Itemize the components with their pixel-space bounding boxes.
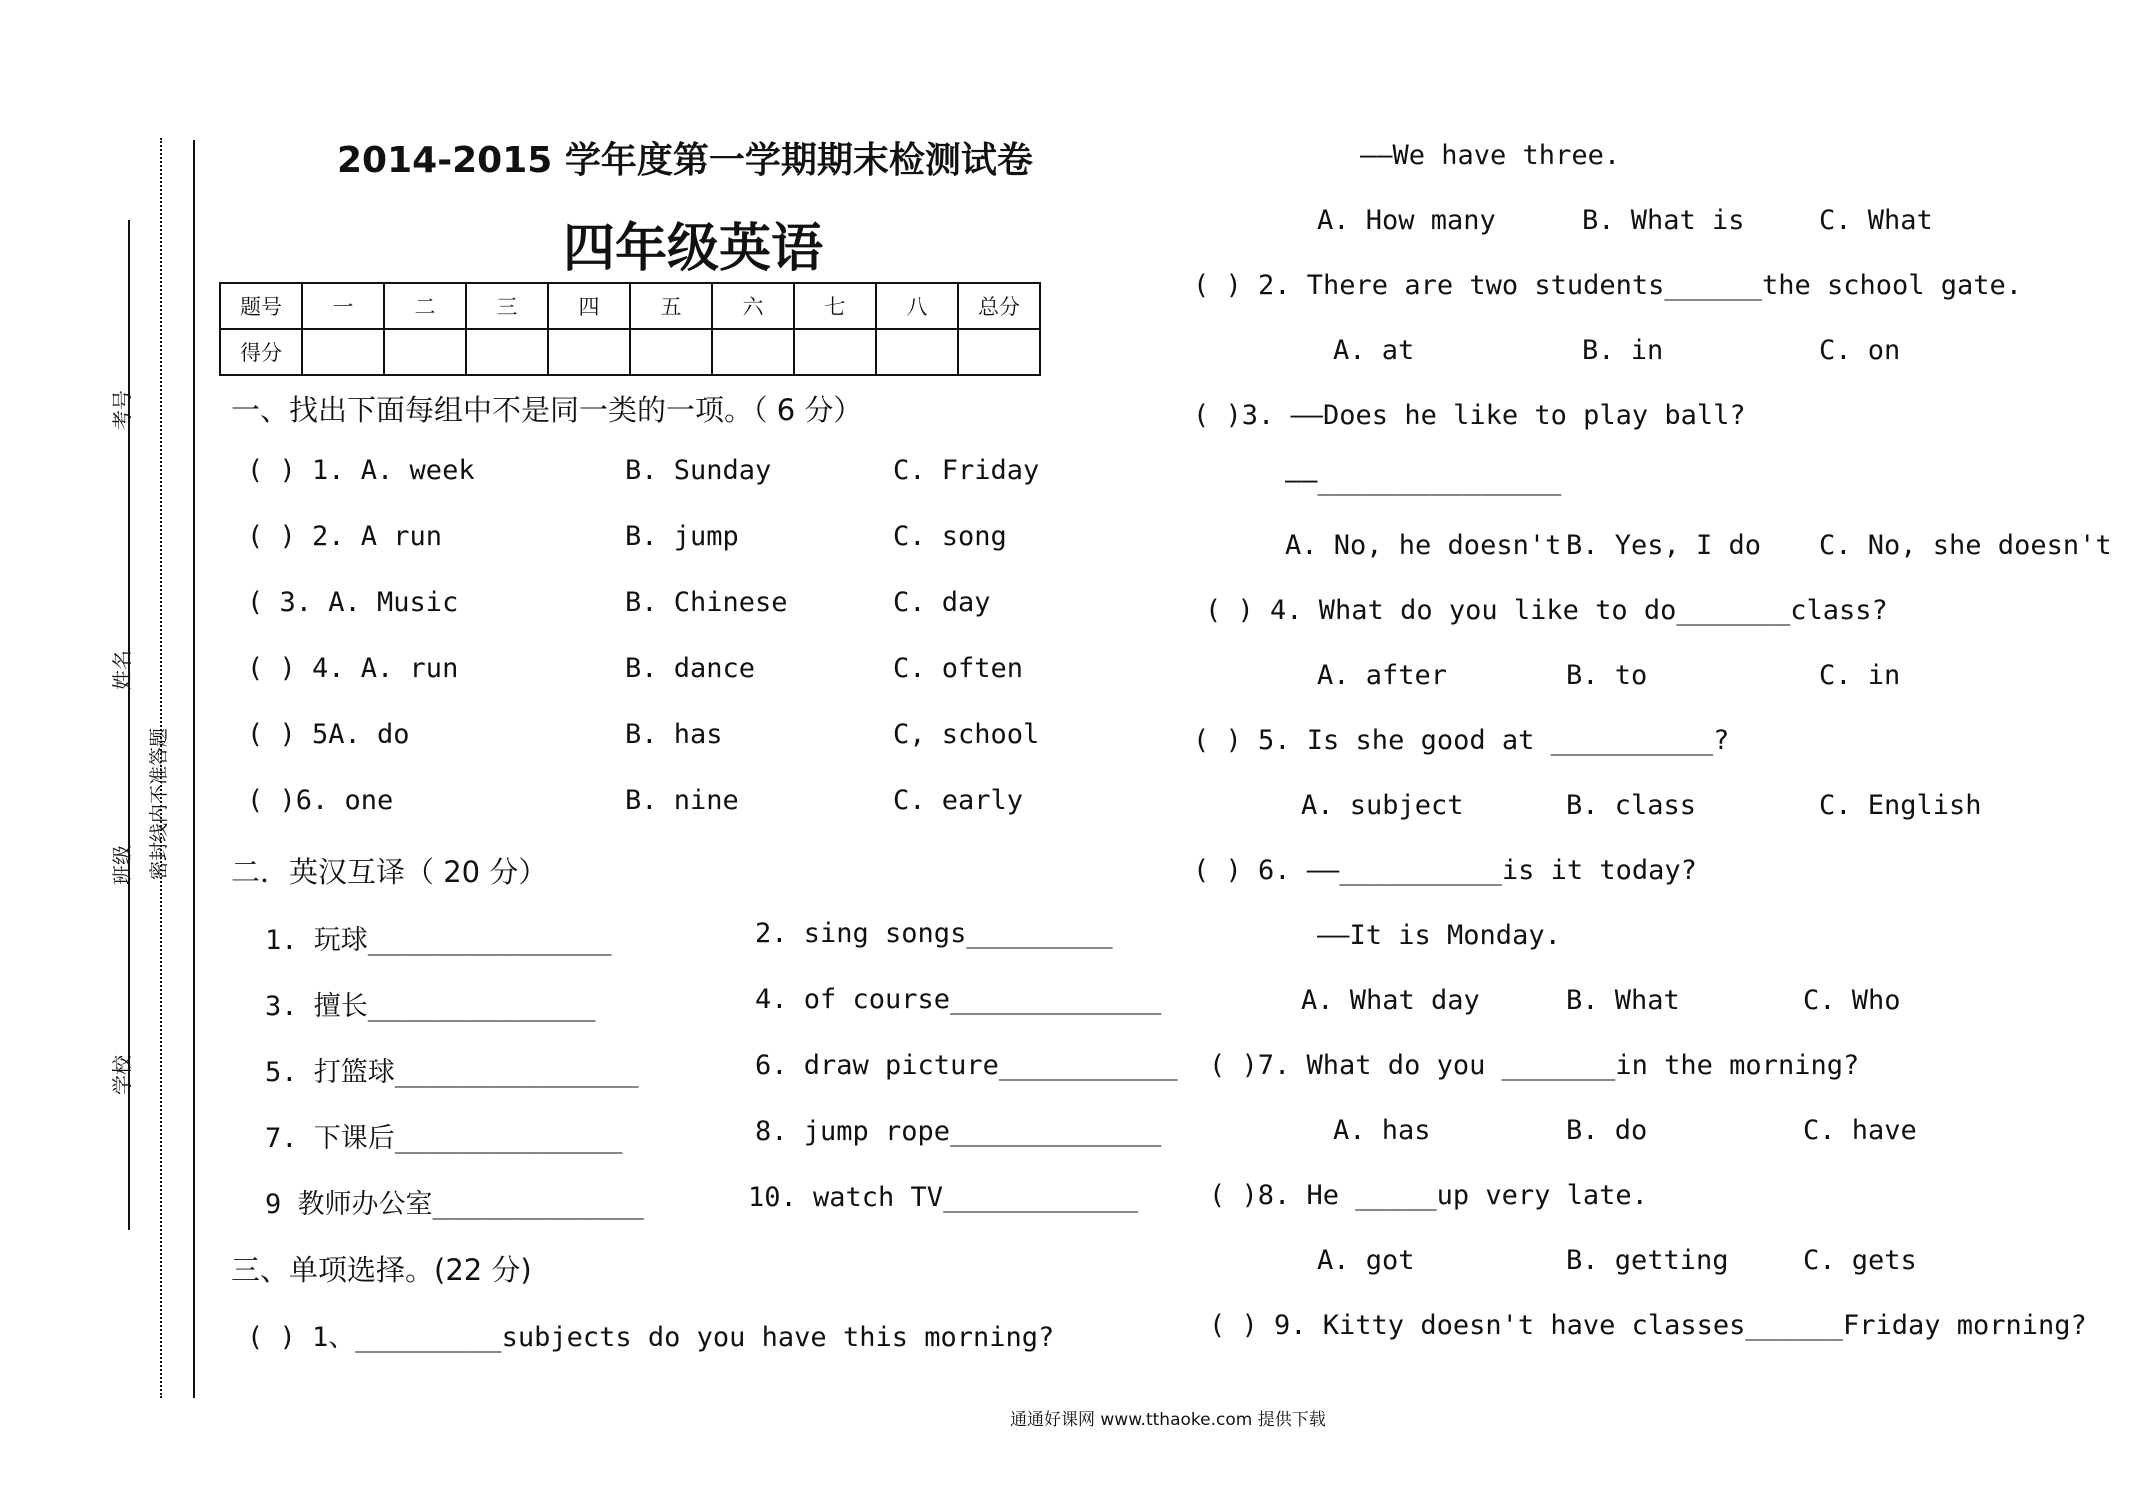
section1-heading: 一、找出下面每组中不是同一类的一项。（ 6 分）: [231, 393, 863, 427]
s1-q3: ( 3. A. Music: [247, 587, 459, 618]
score-cell[interactable]: [794, 329, 876, 375]
s2-item-1: 1. 玩球_______________: [265, 925, 612, 956]
score-cell[interactable]: [466, 329, 548, 375]
score-header-cell: 题号: [220, 283, 302, 329]
section3-heading: 三、单项选择。(22 分): [231, 1253, 532, 1287]
score-cell[interactable]: [384, 329, 466, 375]
s1-q4-c: C. often: [893, 653, 1024, 684]
score-header-cell: 总分: [958, 283, 1040, 329]
right-col-line: ——_______________: [1285, 465, 1562, 496]
s1-q1: ( ) 1. A. week: [247, 455, 475, 486]
footer-source: 通通好课网 www.tthaoke.com 提供下载: [1010, 1410, 1326, 1430]
right-col-line: B. What is: [1582, 205, 1745, 236]
right-col-line: C. No, she doesn't: [1819, 530, 2112, 561]
right-col-line: B. to: [1566, 660, 1648, 691]
right-col-line: A. No, he doesn't: [1285, 530, 1562, 561]
score-row: [220, 329, 1040, 375]
right-col-line: A. What day: [1301, 985, 1480, 1016]
right-col-line: A. at: [1333, 335, 1415, 366]
right-col-line: ——We have three.: [1360, 140, 1621, 171]
s2-item-6: 6. draw picture___________: [755, 1050, 1178, 1081]
right-col-line: B. Yes, I do: [1566, 530, 1762, 561]
exam-no-label: 考号: [110, 390, 134, 430]
score-header-cell: 一: [302, 283, 384, 329]
s1-q5: ( ) 5A. do: [247, 719, 410, 750]
s1-q3-c: C. day: [893, 587, 991, 618]
right-col-line: ( )3. ——Does he like to play ball?: [1193, 400, 1746, 431]
s2-item-4: 4. of course_____________: [755, 984, 1162, 1015]
score-cell[interactable]: [876, 329, 958, 375]
right-col-line: C. in: [1819, 660, 1901, 691]
right-col-line: B. getting: [1566, 1245, 1729, 1276]
right-col-line: ( ) 4. What do you like to do_______class?: [1205, 595, 1888, 626]
score-cell[interactable]: [712, 329, 794, 375]
s1-q6-c: C. early: [893, 785, 1024, 816]
right-col-line: B. What: [1566, 985, 1680, 1016]
score-cell[interactable]: [630, 329, 712, 375]
score-cell[interactable]: [958, 329, 1040, 375]
s1-q2-b: B. jump: [625, 521, 739, 552]
right-col-line: A. has: [1333, 1115, 1431, 1146]
name-label: 姓名: [110, 650, 134, 690]
right-col-line: C. on: [1819, 335, 1901, 366]
s1-q5-b: B. has: [625, 719, 723, 750]
s1-q2: ( ) 2. A run: [247, 521, 443, 552]
s1-q4: ( ) 4. A. run: [247, 653, 459, 684]
right-col-line: ( ) 5. Is she good at __________?: [1193, 725, 1730, 756]
score-header-cell: 八: [876, 283, 958, 329]
score-header-cell: 七: [794, 283, 876, 329]
score-header-cell: 四: [548, 283, 630, 329]
margin-rule: [193, 140, 195, 1398]
right-col-line: A. got: [1317, 1245, 1415, 1276]
right-col-line: B. in: [1582, 335, 1664, 366]
s2-item-10: 10. watch TV____________: [748, 1182, 1139, 1213]
right-col-line: ( ) 9. Kitty doesn't have classes______Friday morning?: [1209, 1310, 2087, 1341]
right-col-line: B. do: [1566, 1115, 1648, 1146]
right-col-line: C. Who: [1803, 985, 1901, 1016]
score-cell[interactable]: [302, 329, 384, 375]
right-col-line: ——It is Monday.: [1317, 920, 1561, 951]
right-col-line: B. class: [1566, 790, 1697, 821]
s2-item-5: 5. 打篮球_______________: [265, 1057, 639, 1088]
s2-item-3: 3. 擅长______________: [265, 991, 596, 1022]
s2-item-7: 7. 下课后______________: [265, 1123, 623, 1154]
right-col-line: ( )8. He _____up very late.: [1209, 1180, 1648, 1211]
score-header-cell: 六: [712, 283, 794, 329]
right-col-line: A. How many: [1317, 205, 1496, 236]
exam-title: 2014-2015 学年度第一学期期末检测试卷: [337, 140, 1033, 181]
score-header-cell: 五: [630, 283, 712, 329]
s1-q1-c: C. Friday: [893, 455, 1040, 486]
score-header-row: [220, 283, 1040, 329]
right-col-line: C. What: [1819, 205, 1933, 236]
right-col-line: C. English: [1819, 790, 1982, 821]
score-header-cell: 二: [384, 283, 466, 329]
subject-title: 四年级英语: [563, 219, 824, 279]
section2-heading: 二．英汉互译（ 20 分）: [231, 855, 548, 889]
class-label: 班级: [110, 845, 134, 885]
s2-item-8: 8. jump rope_____________: [755, 1116, 1162, 1147]
score-cell[interactable]: [548, 329, 630, 375]
score-header-cell: 三: [466, 283, 548, 329]
score-table: [219, 282, 1041, 376]
right-col-line: ( )7. What do you _______in the morning?: [1209, 1050, 1860, 1081]
right-col-line: C. have: [1803, 1115, 1917, 1146]
s1-q6: ( )6. one: [247, 785, 394, 816]
s1-q2-c: C. song: [893, 521, 1007, 552]
s1-q4-b: B. dance: [625, 653, 756, 684]
s2-item-9: 9 教师办公室_____________: [265, 1189, 644, 1220]
right-col-line: A. after: [1317, 660, 1448, 691]
s1-q6-b: B. nine: [625, 785, 739, 816]
s3-q1: ( ) 1、_________subjects do you have this morning?: [247, 1322, 1055, 1353]
right-col-line: C. gets: [1803, 1245, 1917, 1276]
s1-q1-b: B. Sunday: [625, 455, 772, 486]
s1-q5-c: C, school: [893, 719, 1040, 750]
right-col-line: A. subject: [1301, 790, 1464, 821]
seal-note: 密封线内不准答题: [148, 727, 170, 880]
s2-item-2: 2. sing songs_________: [755, 918, 1113, 949]
right-col-line: ( ) 6. ——__________is it today?: [1193, 855, 1697, 886]
right-col-line: ( ) 2. There are two students______the school gate.: [1193, 270, 2023, 301]
s1-q3-b: B. Chinese: [625, 587, 788, 618]
score-row-label: 得分: [220, 329, 302, 375]
school-label: 学校: [110, 1055, 134, 1095]
